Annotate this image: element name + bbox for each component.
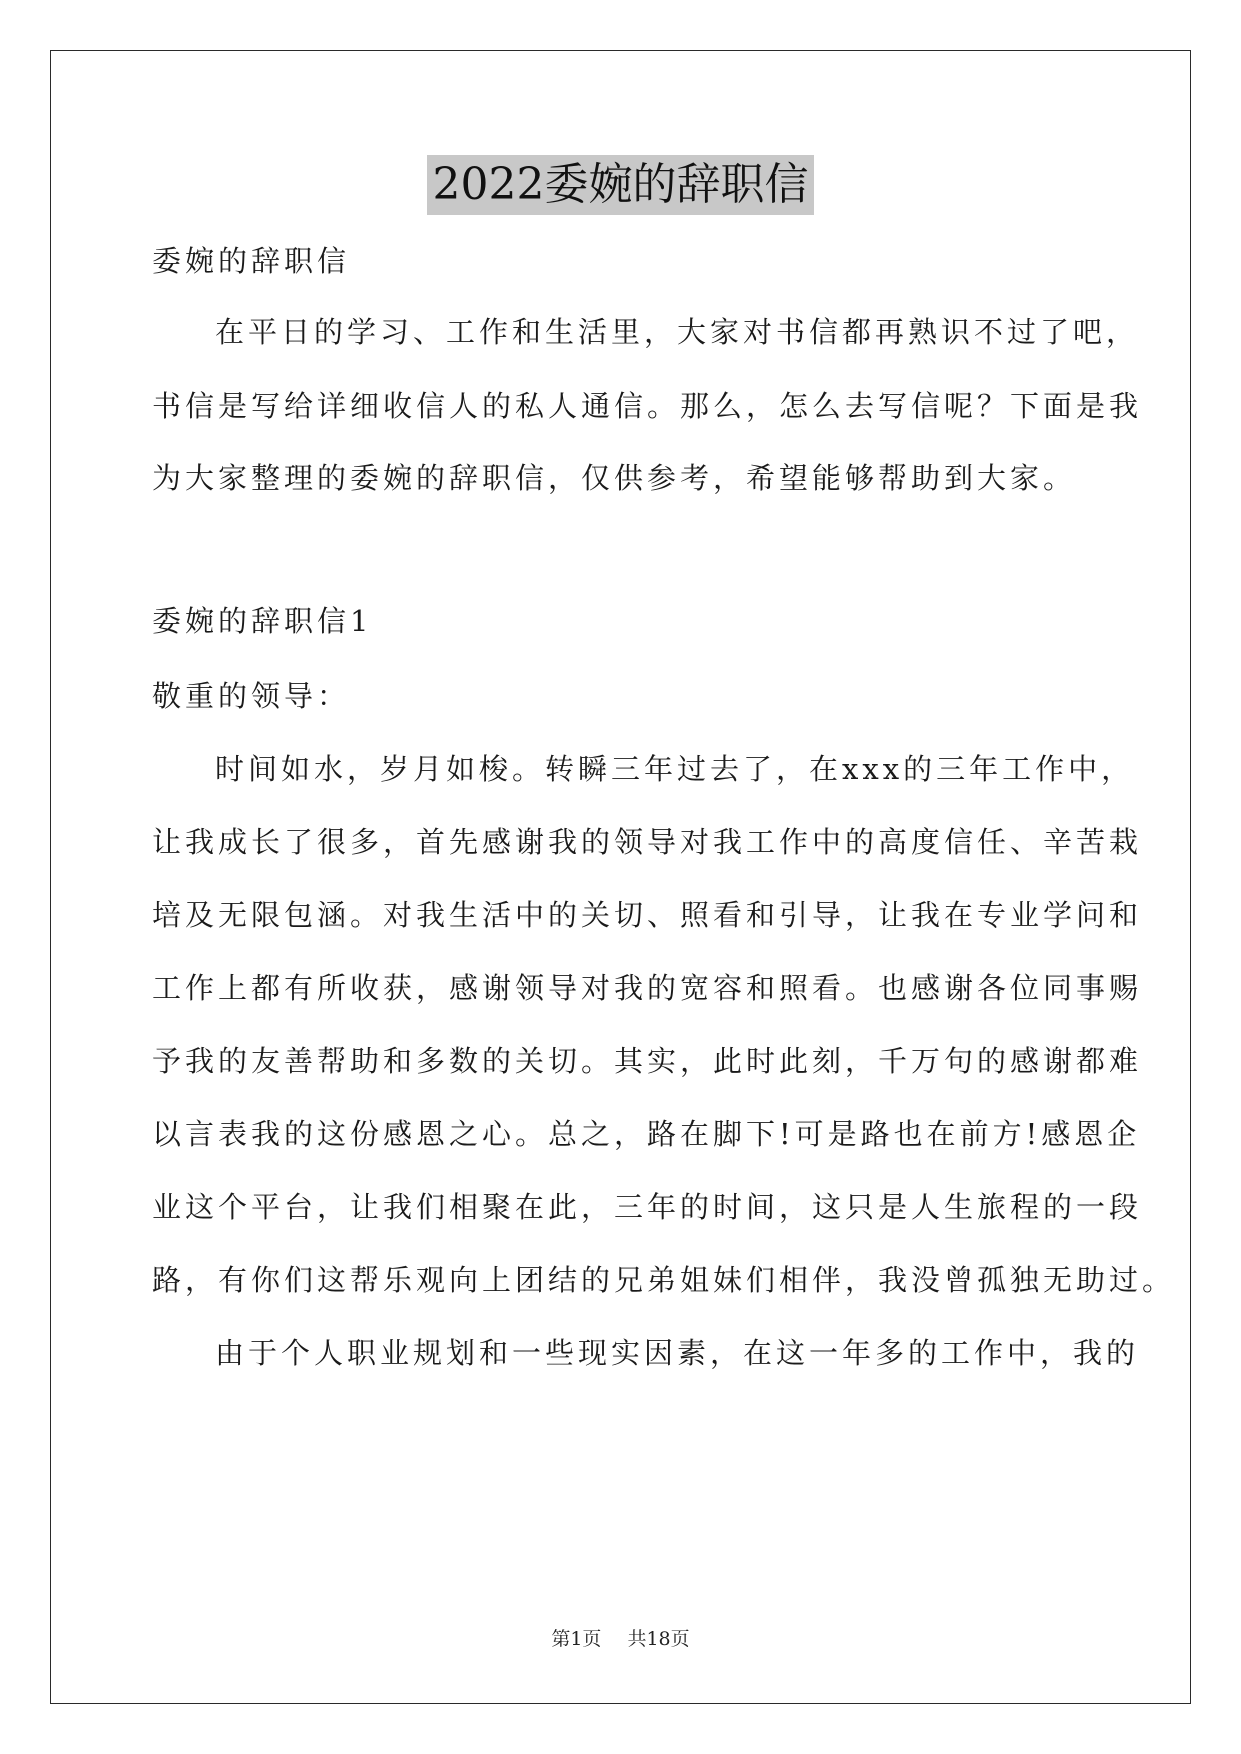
body-line: 培及无限包涵。对我生活中的关切、照看和引导，让我在专业学问和 <box>152 898 1143 932</box>
subtitle: 委婉的辞职信 <box>152 244 351 278</box>
page-border <box>50 50 1191 1704</box>
intro-line: 为大家整理的委婉的辞职信，仅供参考，希望能够帮助到大家。 <box>152 461 1077 495</box>
intro-line: 书信是写给详细收信人的私人通信。那么，怎么去写信呢？下面是我 <box>152 389 1143 423</box>
body-line: 让我成长了很多，首先感谢我的领导对我工作中的高度信任、辛苦栽 <box>152 825 1143 859</box>
page-number: 第1页 <box>551 1628 602 1650</box>
intro-line: 在平日的学习、工作和生活里，大家对书信都再熟识不过了吧， <box>215 315 1140 349</box>
body-line: 时间如水，岁月如梭。转瞬三年过去了，在xxx的三年工作中， <box>215 752 1135 786</box>
body-line: 路，有你们这帮乐观向上团结的兄弟姐妹们相伴，我没曾孤独无助过。 <box>152 1263 1176 1297</box>
document-title-wrap <box>0 155 1241 215</box>
body-line: 予我的友善帮助和多数的关切。其实，此时此刻，千万句的感谢都难 <box>152 1044 1143 1078</box>
page-footer <box>0 1624 1241 1651</box>
body-line: 工作上都有所收获，感谢领导对我的宽容和照看。也感谢各位同事赐 <box>152 971 1143 1005</box>
body-line: 由于个人职业规划和一些现实因素，在这一年多的工作中，我的 <box>215 1336 1140 1370</box>
body-line: 业这个平台，让我们相聚在此，三年的时间，这只是人生旅程的一段 <box>152 1190 1143 1224</box>
body-line: 以言表我的这份感恩之心。总之，路在脚下!可是路也在前方!感恩企 <box>152 1117 1141 1151</box>
page-total: 共18页 <box>627 1628 690 1650</box>
salutation: 敬重的领导： <box>152 679 351 713</box>
document-title[interactable]: 2022委婉的辞职信 <box>427 155 815 215</box>
section-heading: 委婉的辞职信1 <box>152 604 373 638</box>
